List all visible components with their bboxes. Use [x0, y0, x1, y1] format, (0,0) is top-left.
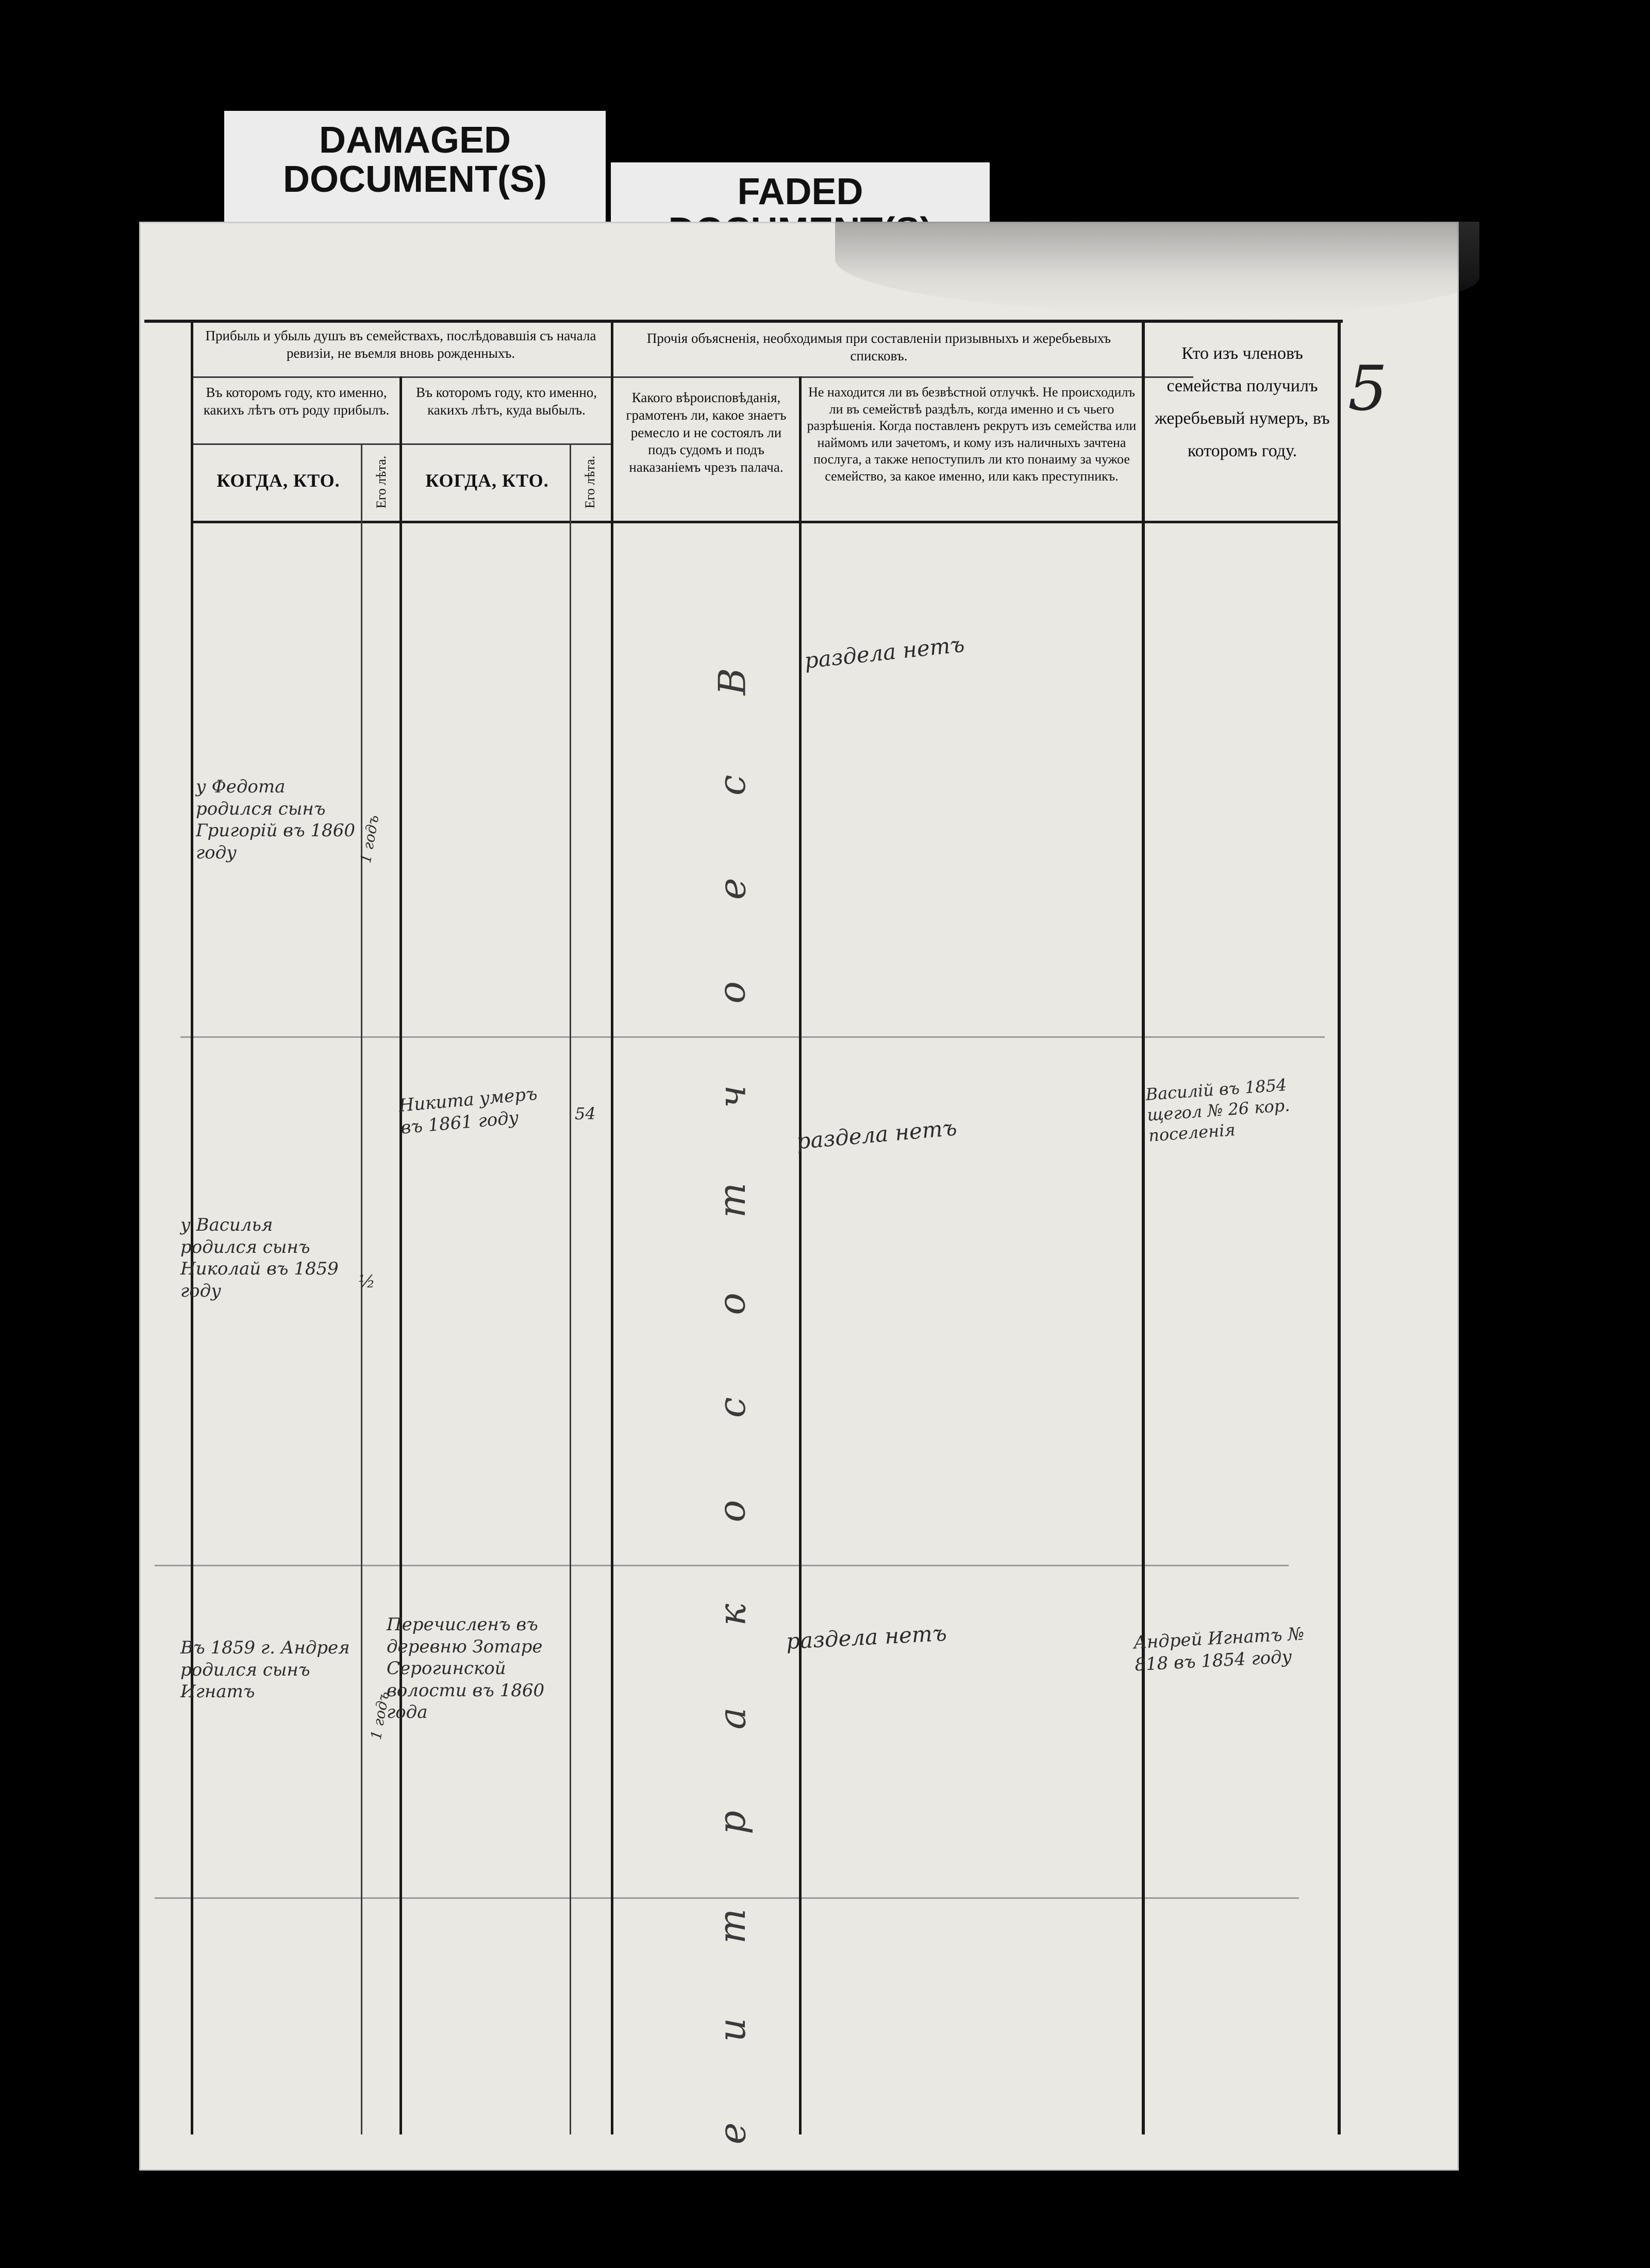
header-gain-age: Его лѣта.	[374, 455, 389, 509]
header-lottery: Кто изъ членовъ семейства получилъ жеребьевый нумеръ, въ которомъ году.	[1155, 344, 1330, 460]
header-loss-age: Его лѣта.	[582, 455, 597, 509]
entry-r2-gain: у Василья родился сынъ Николай въ 1859 году	[180, 1215, 339, 1301]
col-rule-group-split	[611, 320, 613, 2134]
header-gain-sub: Въ которомъ году, кто именно, какихъ лѣтъ отъ роду прибылъ.	[203, 385, 390, 418]
header-bottom-rule	[191, 521, 1340, 523]
vertical-note-char: о	[710, 1293, 754, 1315]
entry-r3-division: раздела нетъ	[785, 1620, 947, 1654]
damaged-tab-line-2: DOCUMENT(S)	[283, 158, 547, 200]
col-rule-right	[1338, 320, 1341, 2134]
entry-r1-gain-age: 1 годъ	[357, 814, 382, 865]
vertical-note-char: о	[710, 981, 754, 1004]
entry-r2-loss-age: 54	[575, 1104, 596, 1123]
vertical-note-char: В	[710, 668, 754, 696]
header-gain-when-who: КОГДА, КТО.	[216, 470, 340, 491]
vertical-note-char: ч	[710, 1085, 754, 1108]
vertical-note-char: а	[710, 1707, 754, 1730]
vertical-note-char: к	[710, 1603, 754, 1626]
vertical-note-char: р	[710, 1810, 754, 1834]
entry-r2-division: раздела нетъ	[795, 1115, 958, 1154]
entry-r2-loss: Никита умеръ въ 1861 году	[397, 1083, 538, 1138]
group-divider-rule	[191, 376, 1193, 378]
vertical-note-char: е	[710, 2122, 754, 2145]
header-religion: Какого вѣроисповѣданія, грамотенъ ли, какое знаетъ ремесло и не состоялъ ли подъ судомъ и подъ наказаніемъ чрезъ палача.	[626, 390, 787, 475]
col-rule-religion-absence	[799, 376, 802, 2134]
damaged-document-tab	[224, 111, 606, 222]
col-rule-loss-age	[570, 443, 571, 2134]
vertical-note-char: с	[710, 1397, 754, 1418]
entry-r3-gain-age: 1 годъ	[367, 1690, 393, 1741]
entry-r3-loss: Перечисленъ въ деревню Зотаре Серогинской волости въ 1860 года	[387, 1614, 545, 1723]
entry-r2-lottery: Василій въ 1854 щегол № 26 кор. поселенія	[1145, 1074, 1291, 1146]
page-stain	[835, 222, 1479, 314]
vertical-note-char: т	[710, 1182, 754, 1218]
header-other-explanations: Прочія объясненія, необходимыя при составленіи призывныхъ и жеребьевыхъ списковъ.	[646, 330, 1111, 363]
register-page	[139, 222, 1459, 2171]
faded-document-tab	[611, 162, 990, 224]
faded-tab-label: FADED	[737, 171, 863, 212]
col-rule-absence-lottery	[1142, 320, 1145, 2134]
entry-r3-lottery: Андрей Игнатъ № 818 въ 1854 году	[1133, 1624, 1305, 1675]
entry-r1-gain	[196, 776, 366, 864]
entry-r1-gain-text: у Федота родился сынъ Григорій въ 1860 году	[196, 776, 355, 863]
vertical-handwritten-note	[688, 660, 776, 2155]
header-gain-loss: Прибыль и убыль душъ въ семействахъ, послѣдовавшія съ начала ревизіи, не въемля вновь рожденныхъ.	[205, 328, 596, 361]
damaged-tab-line-1: DAMAGED	[319, 120, 511, 161]
vertical-note-char: о	[710, 1500, 754, 1522]
page-number: 5	[1348, 353, 1388, 425]
entry-r2-gain-age: ½	[358, 1271, 375, 1292]
header-loss-sub: Въ которомъ году, кто именно, какихъ лѣтъ, куда выбылъ.	[415, 385, 597, 418]
entry-r3-gain: Въ 1859 г. Андрея родился сынъ Игнатъ	[180, 1637, 350, 1702]
vertical-note-char: и	[710, 2017, 754, 2042]
header-loss-when-who: КОГДА, КТО.	[425, 470, 549, 491]
vertical-note-char: с	[710, 774, 754, 796]
vertical-note-char: е	[710, 878, 754, 900]
header-absence: Не находится ли въ безвѣстной отлучкѣ. Не происходилъ ли въ семействѣ раздѣлъ, когда именно и съ чьего разрѣшенія. Когда поставленъ рекрутъ изъ семейства или наймомъ или зачетомъ, и кому изъ наличныхъ зачтена послуга, а также непоступилъ ли кто понаиму за чужое семейство, за какое именно, или какъ преступникъ.	[807, 385, 1137, 484]
vertical-note-char: т	[710, 1908, 754, 1944]
col-rule-gain-loss	[399, 376, 402, 2134]
table-top-rule	[144, 320, 1343, 323]
entry-r1-division: раздела нетъ	[803, 631, 966, 674]
